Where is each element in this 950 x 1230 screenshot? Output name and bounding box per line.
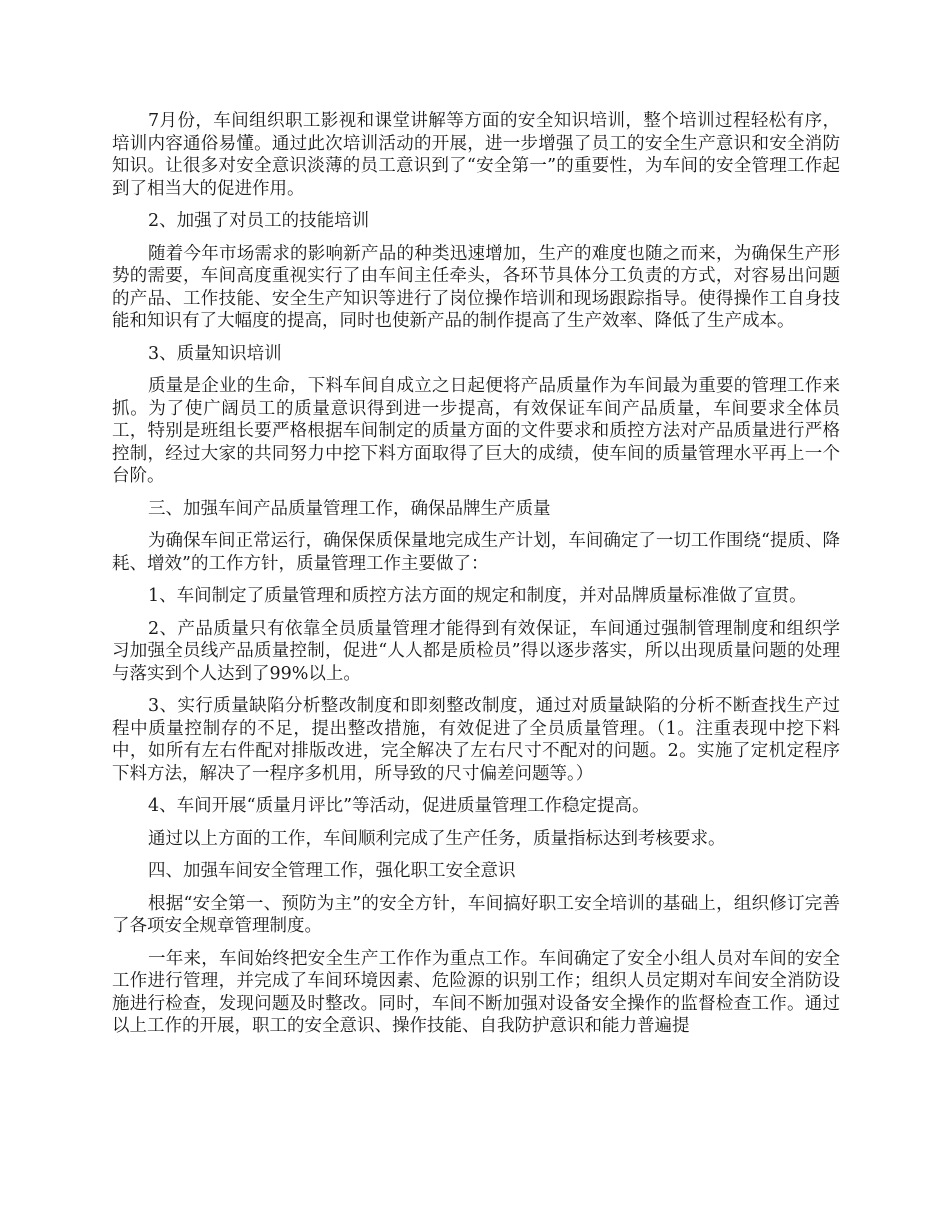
- paragraph-skill-training: 随着今年市场需求的影响新产品的种类迅速增加，生产的难度也随之而来，为确保生产形势的需要，车间高度重视实行了由车间主任牵头，各环节具体分工负责的方式，对容易出问题的产品、工作技能、安全生产知识等进行了岗位操作培训和现场跟踪指导。使得操作工自身技能和知识有了大幅度的提高，同时也使新产品的制作提高了生产效率、降低了生产成本。: [112, 243, 840, 331]
- paragraph-safety-policy: 根据“安全第一、预防为主”的安全方针，车间搞好职工安全培训的基础上，组织修订完善了各项安全规章管理制度。: [112, 893, 840, 936]
- paragraph-item-2: 2、产品质量只有依靠全员质量管理才能得到有效保证，车间通过强制管理制度和组织学习加强全员线产品质量控制，促进“人人都是质检员”得以逐步落实，所以出现质量问题的处理与落实到个人达到了99%以上。: [112, 618, 840, 684]
- heading-skill-training: 2、加强了对员工的技能培训: [148, 211, 370, 231]
- heading-section-four: 四、加强车间安全管理工作，强化职工安全意识: [148, 861, 516, 881]
- paragraph-quality-summary: 通过以上方面的工作，车间顺利完成了生产任务，质量指标达到考核要求。: [148, 828, 726, 849]
- heading-section-three: 三、加强车间产品质量管理工作，确保品牌生产质量: [148, 498, 551, 519]
- paragraph-quality-training: 质量是企业的生命，下料车间自成立之日起便将产品质量作为车间最为重要的管理工作来抓。为了使广阔员工的质量意识得到进一步提高，有效保证车间产品质量，车间要求全体员工，特别是班组长要严格根据车间制定的质量方面的文件要求和质控方法对产品质量进行严格控制，经过大家的共同努力中挖下料方面取得了巨大的成绩，使车间的质量管理水平再上一个台阶。: [112, 376, 840, 486]
- paragraph-item-1: 1、车间制定了质量管理和质控方法方面的规定和制度，并对品牌质量标准做了宣贯。: [148, 586, 807, 606]
- paragraph-safety-year: 一年来，车间始终把安全生产工作作为重点工作。车间确定了安全小组人员对车间的安全工作进行管理，并完成了车间环境因素、危险源的识别工作；组织人员定期对车间安全消防设施进行检查，发现问题及时整改。同时，车间不断加强对设备安全操作的监督检查工作。通过以上工作的开展，职工的安全意识、操作技能、自我防护意识和能力普遍提: [112, 948, 840, 1036]
- paragraph-training-july: 7月份，车间组织职工影视和课堂讲解等方面的安全知识培训，整个培训过程轻松有序，培训内容通俗易懂。通过此次培训活动的开展，进一步增强了员工的安全生产意识和安全消防知识。让很多对安全意识淡薄的员工意识到了“安全第一”的重要性，为车间的安全管理工作起到了相当大的促进作用。: [112, 111, 840, 199]
- paragraph-item-4: 4、车间开展“质量月评比”等活动，促进质量管理工作稳定提高。: [148, 796, 650, 816]
- document-page: [112, 110, 840, 1048]
- paragraph-item-3: 3、实行质量缺陷分析整改制度和即刻整改制度，通过对质量缺陷的分析不断查找生产过程中质量控制存的不足，提出整改措施，有效促进了全员质量管理。（1。注重表现中挖下料中，如所有左右件配对排版改进，完全解决了左右尺寸不配对的问题。2。实施了定机定程序下料方法，解决了一程序多机用，所导致的尺寸偏差问题等。）: [112, 696, 840, 784]
- paragraph-quality-policy: 为确保车间正常运行，确保保质保量地完成生产计划，车间确定了一切工作围绕“提质、降耗、增效”的工作方针，质量管理工作主要做了：: [112, 531, 840, 574]
- heading-quality-training: 3、质量知识培训: [148, 343, 282, 364]
